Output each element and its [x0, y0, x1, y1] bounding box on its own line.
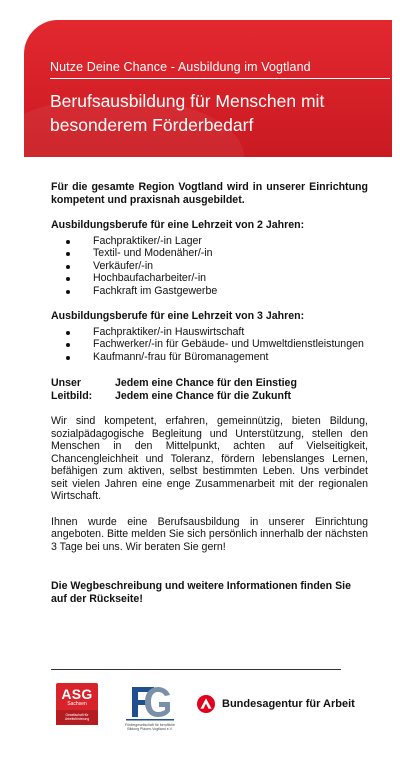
motto [51, 377, 368, 402]
footer-divider [51, 669, 341, 670]
header-banner [24, 20, 392, 157]
fg-logo-caption: Fördergesellschaft für berufliche Bildung Plauen-Vogtland e.V. [125, 723, 175, 731]
list-3-years [51, 326, 368, 364]
ba-logo-icon [197, 695, 215, 713]
main-content [51, 181, 368, 605]
motto-line-2: Jedem eine Chance für die Zukunft [115, 389, 292, 402]
motto-lines [113, 377, 297, 402]
closing-note: Die Wegbeschreibung und weitere Informationen finden Sie auf der Rückseite! [51, 580, 351, 605]
list-item: Fachpraktiker/-in Lager [51, 235, 368, 248]
list-2-years [51, 235, 368, 298]
list-item: Fachpraktiker/-in Hauswirtschaft [51, 326, 368, 339]
asg-logo-fine: Gesellschaft für Arbeitsförderung [64, 713, 90, 721]
motto-label: Unser Leitbild: [51, 377, 93, 402]
mission-paragraph: Wir sind kompetent, erfahren, gemeinnützig, bieten Bildung, sozialpädagogische Begleitung und Unterstützung, stellen den Menschen in den Mittelpunkt, achten auf Vielseitigkeit, Chancengleichheit und Toleranz, fördern lebenslanges Lernen, befähigen zum aktiven, selbst bestimmten Leben. Uns verbindet seit vielen Jahren eine enge Zusammenarbeit mit der regionalen Wirtschaft. [51, 415, 368, 502]
asg-logo [56, 683, 98, 725]
list-item: Verkäufer/-in [51, 260, 368, 273]
list-item: Fachkraft im Gastgewerbe [51, 285, 368, 298]
logo-bar [0, 683, 400, 743]
page-title: Berufsausbildung für Menschen mit besonderem Förderbedarf [50, 91, 325, 135]
asg-logo-sub: Sachsen [67, 701, 87, 707]
intro-text: Für die gesamte Region Vogtland wird in unserer Einrichtung kompetent und praxisnah ausgebildet. [51, 181, 368, 206]
motto-line-1: Jedem eine Chance für den Einstieg [115, 377, 297, 389]
fg-logo-mark [120, 683, 180, 723]
list-item: Textil- und Modenäher/-in [51, 247, 368, 260]
ba-logo-name: Bundesagentur für Arbeit [222, 698, 355, 710]
list-item: Fachwerker/-in für Gebäude- und Umweltdienstleistungen [51, 338, 368, 351]
banner-divider [50, 78, 390, 79]
offer-paragraph: Ihnen wurde eine Berufsausbildung in unserer Einrichtung angeboten. Bitte melden Sie sich persönlich innerhalb der nächsten 3 Tage bei uns. Wir beraten Sie gern! [51, 515, 368, 553]
list-item: Kaufmann/-frau für Büromanagement [51, 351, 368, 364]
heading-3-years: Ausbildungsberufe für eine Lehrzeit von 3 Jahren: [51, 310, 305, 322]
asg-logo-name: ASG [61, 686, 93, 702]
list-item: Hochbaufacharbeiter/-in [51, 272, 368, 285]
heading-2-years: Ausbildungsberufe für eine Lehrzeit von 2 Jahren: [51, 219, 305, 231]
fg-logo [120, 683, 180, 739]
ba-logo [197, 695, 355, 713]
banner-kicker: Nutze Deine Chance - Ausbildung im Vogtland [50, 60, 311, 74]
